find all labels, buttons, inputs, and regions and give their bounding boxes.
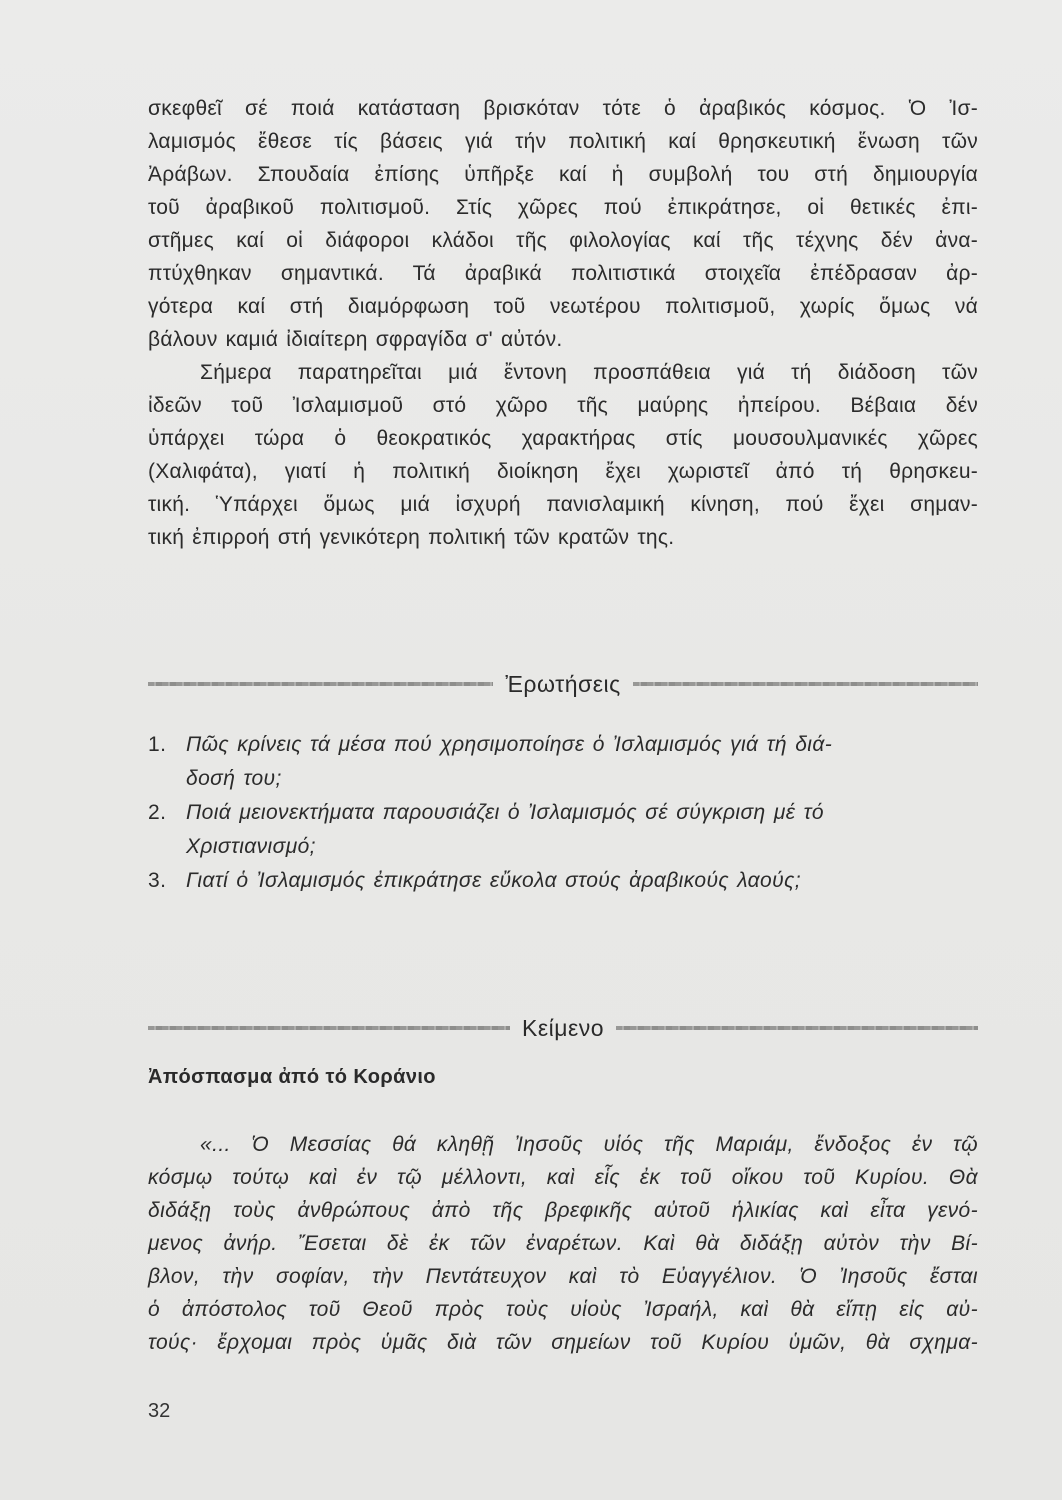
question-item [148, 796, 978, 864]
question-number: 1. [148, 733, 167, 756]
paragraph-1 [148, 92, 978, 356]
page-number: 32 [148, 1400, 171, 1422]
excerpt-line: «... Ὁ Μεσσίας θά κληθῇ Ἰησοῦς υἱός τῆς Μαριάμ, ἔνδοξος ἐν τῷ [200, 1133, 978, 1156]
text-line: Ἀράβων. Σπουδαία ἐπίσης ὑπῆρξε καί ἡ συμβολή του στή δημιουργία [148, 163, 978, 186]
koran-excerpt [148, 1128, 978, 1359]
excerpt-line: τούς· ἔρχομαι πρὸς ὑμᾶς διὰ τῶν σημείων τοῦ Κυρίου ὑμῶν, θὰ σχημα- [148, 1331, 978, 1354]
question-number: 2. [148, 801, 167, 824]
excerpt-line: κόσμῳ τούτῳ καὶ ἐν τῷ μέλλοντι, καὶ εἷς ἐκ τοῦ οἴκου τοῦ Κυρίου. Θὰ [148, 1166, 978, 1189]
header-rule-left [148, 1026, 510, 1030]
questions-list [148, 728, 978, 898]
excerpt-line: βλον, τὴν σοφίαν, τὴν Πεντάτευχον καὶ τὸ Εὐαγγέλιον. Ὁ Ἰησοῦς ἔσται [148, 1265, 978, 1288]
text-line: τοῦ ἀραβικοῦ πολιτισμοῦ. Στίς χῶρες πού ἐπικράτησε, οἱ θετικές ἐπι- [148, 196, 978, 219]
text-header [148, 1008, 978, 1048]
excerpt-line: διδάξῃ τοὺς ἀνθρώπους ἀπὸ τῆς βρεφικῆς αὐτοῦ ἡλικίας καὶ εἶτα γενό- [148, 1199, 978, 1222]
question-text: Ποιά μειονεκτήματα παρουσιάζει ὁ Ἰσλαμισμός σέ σύγκριση μέ τό [186, 801, 824, 824]
text-line: βάλουν καμιά ἰδιαίτερη σφραγίδα σ' αὐτόν. [148, 328, 563, 351]
text-line: ἰδεῶν τοῦ Ἰσλαμισμοῦ στό χῶρο τῆς μαύρης ἠπείρου. Βέβαια δέν [148, 394, 978, 417]
question-number: 3. [148, 869, 167, 892]
text-line: ὑπάρχει τώρα ὁ θεοκρατικός χαρακτήρας στίς μουσουλμανικές χῶρες [148, 427, 978, 450]
text-line: τική ἐπιρροή στή γενικότερη πολιτική τῶν κρατῶν της. [148, 526, 675, 549]
question-text-cont: Χριστιανισμό; [186, 835, 316, 858]
text-line: (Χαλιφάτα), γιατί ἡ πολιτική διοίκηση ἔχει χωριστεῖ ἀπό τή θρησκεu- [148, 460, 978, 483]
text-line: στῆμες καί οἱ διάφοροι κλάδοι τῆς φιλολογίας καί τῆς τέχνης δέν ἀνα- [148, 229, 978, 252]
header-rule-right [616, 1026, 978, 1030]
paragraph-2 [148, 356, 978, 554]
questions-header [148, 664, 978, 704]
header-rule-right [633, 682, 978, 686]
questions-title: Ἐρωτήσεις [505, 670, 621, 697]
text-line: γότερα καί στή διαμόρφωση τοῦ νεωτέρου πολιτισμοῦ, χωρίς ὅμως νά [148, 295, 978, 318]
text-line: λαμισμός ἔθεσε τίς βάσεις γιά τήν πολιτική καί θρησκευτική ἕνωση τῶν [148, 130, 978, 153]
body-text [148, 92, 978, 554]
text-line: τική. Ὑπάρχει ὅμως μιά ἰσχυρή πανισλαμική κίνηση, πού ἔχει σημαν- [148, 493, 978, 516]
header-rule-left [148, 682, 493, 686]
question-item [148, 864, 978, 898]
question-text: Πῶς κρίνεις τά μέσα πού χρησιμοποίησε ὁ Ἰσλαμισμός γιά τή διά- [186, 733, 833, 756]
excerpt-line: μενος ἀνήρ. Ἔσεται δὲ ἐκ τῶν ἐναρέτων. Καὶ θὰ διδάξῃ αὐτὸν τὴν Βί- [148, 1232, 978, 1255]
question-text: Γιατί ὁ Ἰσλαμισμός ἐπικράτησε εὔκολα στούς ἀραβικούς λαούς; [186, 869, 801, 892]
excerpt-line: ὁ ἀπόστολος τοῦ Θεοῦ πρὸς τοὺς υἱοὺς Ἰσραήλ, καὶ θὰ εἴπῃ εἰς αὐ- [148, 1298, 978, 1321]
text-line: σκεφθεῖ σέ ποιά κατάσταση βρισκόταν τότε ὁ ἀραβικός κόσμος. Ὁ Ἰσ- [148, 97, 978, 120]
text-line: πτύχθηκαν σημαντικά. Τά ἀραβικά πολιτιστικά στοιχεῖα ἐπέδρασαν ἀρ- [148, 262, 978, 285]
question-text-cont: δοσή του; [186, 767, 282, 790]
text-title: Κείμενο [522, 1014, 605, 1041]
text-line: Σήμερα παρατηρεῖται μιά ἔντονη προσπάθεια γιά τή διάδοση τῶν [200, 361, 978, 384]
excerpt-title: Ἀπόσπασμα ἀπό τό Κοράνιο [148, 1066, 436, 1088]
question-item [148, 728, 978, 796]
